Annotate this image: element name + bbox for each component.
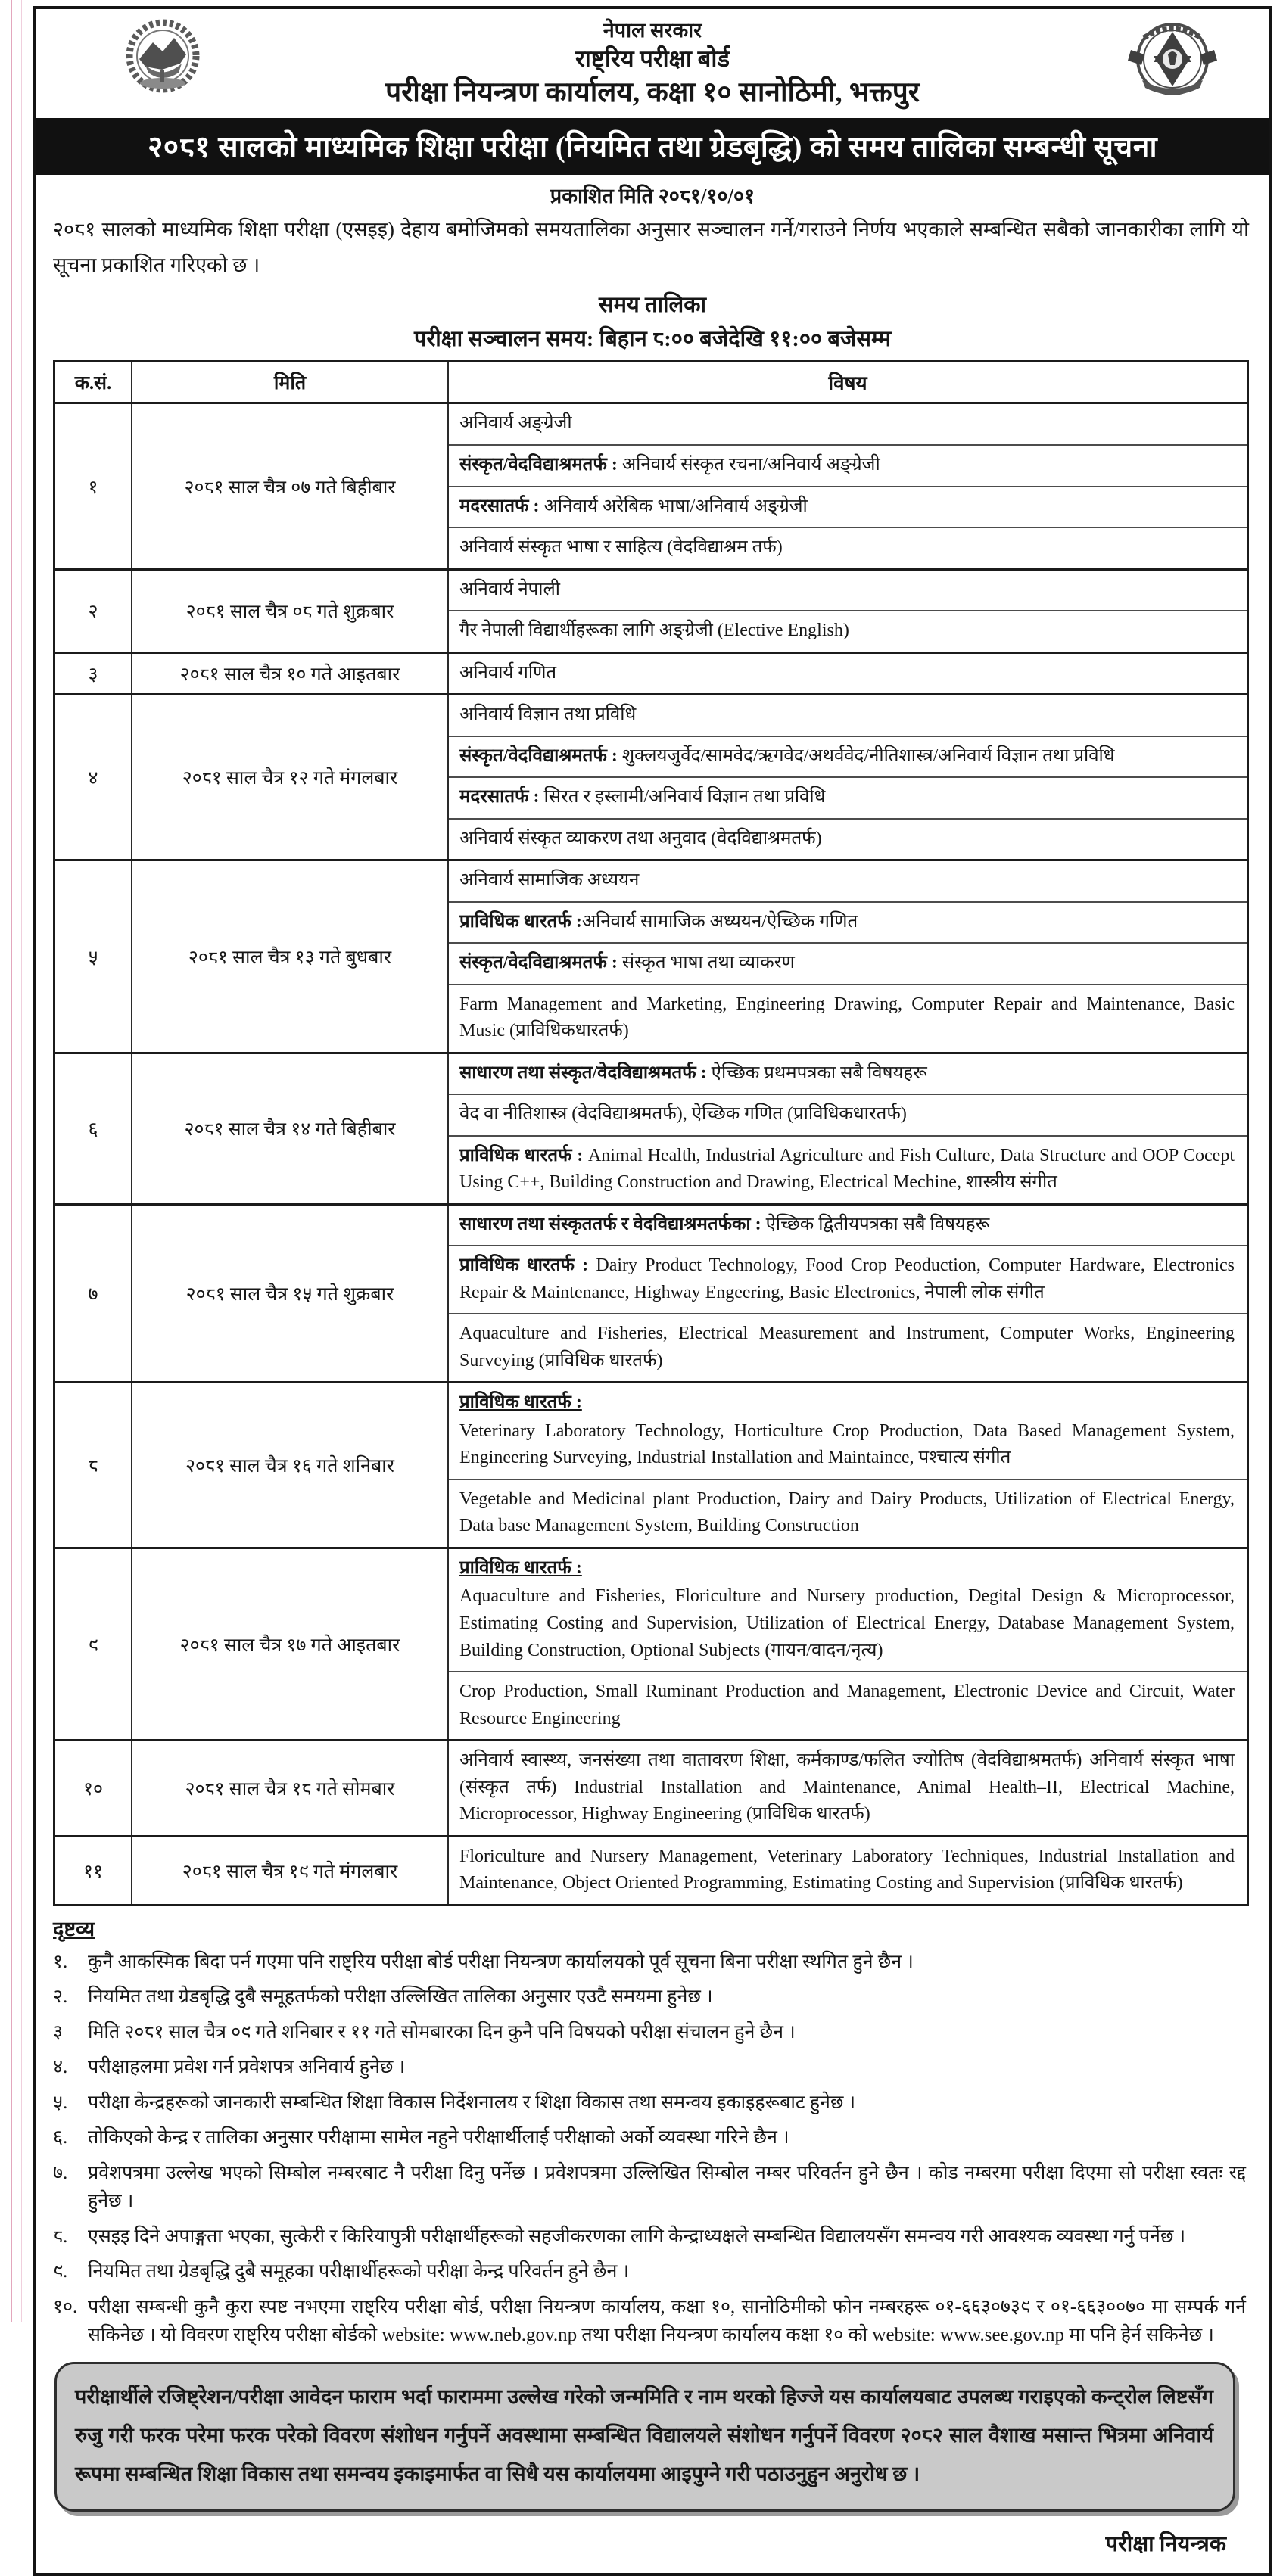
subject-text: अनिवार्य सामाजिक अध्ययन/ऐच्छिक गणित [581,911,858,932]
note-item [53,2257,1246,2286]
subject-subrow [449,404,1247,444]
note-number: १. [53,1951,68,1972]
subjects-cell [449,1549,1247,1739]
notes-section [53,1914,1246,2350]
date-cell: २०८१ साल चैत्र ०७ गते बिहीबार [132,404,449,568]
scan-artifact-line-2 [21,0,22,2322]
subject-text: Farm Management and Marketing, Engineering Drawing, Computer Repair and Maintenance, Basic Music (प्राविधिकधारतर्फ) [459,994,1235,1041]
table-row [55,693,1247,859]
scan-artifact-line [11,0,12,2322]
date-cell: २०८१ साल चैत्र १२ गते मंगलबार [132,695,449,859]
note-text: परीक्षा सम्बन्धी कुनै कुरा स्पष्ट नभएमा राष्ट्रिय परीक्षा बोर्ड, परीक्षा नियन्त्रण कार्यालय, कक्षा १०, सानोठिमीको फोन नम्बरहरू ०१-६६३०७३९ र ०१-६६३००७० मा सम्पर्क गर्न सकिनेछ । यो विवरण राष्ट्रिय परीक्षा बोर्डको website: www.neb.gov.np तथा परीक्षा नियन्त्रण कार्यालय कक्षा १० को website: www.see.gov.np मा पनि हेर्न सकिनेछ । [88,2296,1246,2346]
subject-text: Crop Production, Small Ruminant Production and Management, Electronic Device and Circuit, Water Resource Engineering [459,1682,1235,1728]
sn-cell: ८ [55,1383,132,1547]
subject-subrow [449,942,1247,984]
date-cell: २०८१ साल चैत्र ०८ गते शुक्रबार [132,571,449,652]
subject-subrow [449,818,1247,860]
stream-prefix: प्राविधिक धारतर्फ : [459,911,582,932]
subject-text: अनिवार्य विज्ञान तथा प्रविधि [459,705,637,725]
subject-subrow [449,736,1247,777]
subject-subrow [449,1135,1247,1203]
stream-heading: प्राविधिक धारतर्फ : [459,1392,582,1413]
office-title: परीक्षा नियन्त्रण कार्यालय, कक्षा १० सानोठिमी, भक्तपुर [385,77,920,109]
table-row [55,568,1247,652]
subject-subrow [449,695,1247,736]
subject-text: संस्कृत भाषा तथा व्याकरण [621,953,795,973]
table-row [55,1052,1247,1203]
government-title: नेपाल सरकार [603,19,702,42]
nepal-government-emblem-icon [106,17,220,110]
subjects-cell [449,1741,1247,1835]
stream-prefix: संस्कृत/वेदविद्याश्रमतर्फ : [459,455,622,474]
subject-text: अनिवार्य संस्कृत रचना/अनिवार्य अङ्ग्रेजी [621,455,880,474]
subject-subrow [449,901,1247,943]
subjects-cell [449,1837,1247,1904]
sn-cell: ४ [55,695,132,859]
subject-subrow [449,1094,1247,1135]
subjects-cell [449,654,1247,694]
subject-subrow [449,1206,1247,1246]
board-title: राष्ट्रिय परीक्षा बोर्ड [575,45,730,72]
sn-cell: १० [55,1741,132,1835]
table-row [55,1547,1247,1739]
notes-title: दृष्टव्य [53,1917,95,1940]
subject-subrow [449,486,1247,527]
stream-prefix: साधारण तथा संस्कृत/वेदविद्याश्रमतर्फ : [459,1062,712,1083]
subject-subrow [449,984,1247,1052]
subject-subrow [449,1245,1247,1313]
date-cell: २०८१ साल चैत्र १३ गते बुधबार [132,861,449,1052]
header-subject: विषय [828,372,867,395]
table-header-row [55,362,1247,402]
note-number: ८. [53,2226,68,2247]
note-number: ४. [53,2057,68,2078]
subject-text: अनिवार्य सामाजिक अध्ययन [459,870,640,891]
sn-cell: २ [55,571,132,652]
notes-list [53,1948,1246,2350]
stream-prefix: मदरसातर्फ : [459,787,544,807]
subject-text: Aquaculture and Fisheries, Electrical Measurement and Instrument, Computer Works, Engineering Surveying (प्राविधिक धारतर्फ) [459,1324,1235,1370]
note-text: परीक्षाहलमा प्रवेश गर्न प्रवेशपत्र अनिवार्य हुनेछ । [88,2057,406,2078]
subject-text: सिरत र इस्लामी/अनिवार्य विज्ञान तथा प्रविधि [543,787,826,807]
subject-text: Veterinary Laboratory Technology, Horticulture Crop Production, Data Based Management System, Engineering Surveying, Industrial Installation and Maintaince, पश्चात्य संगीत [459,1420,1235,1468]
masthead [36,9,1269,118]
stream-prefix: साधारण तथा संस्कृततर्फ र वेदविद्याश्रमतर्फका : [459,1214,766,1234]
note-item [53,1983,1246,2011]
subject-text: अनिवार्य स्वास्थ्य, जनसंख्या तथा वातावरण शिक्षा, कर्मकाण्ड/फलित ज्योतिष (वेदविद्याश्रमतर्फ) अनिवार्य संस्कृत भाषा (संस्कृत तर्फ) Industrial Installation and Maintenance, Animal Health–II, Electrical Machine, Microprocessor, Highway Engineering (प्राविधिक धारतर्फ) [459,1750,1235,1825]
subject-subrow [449,1671,1247,1739]
note-number: ५. [53,2092,68,2113]
notice-sheet [33,6,1272,2576]
subject-text: गैर नेपाली विद्यार्थीहरूका लागि अङ्ग्रेजी (Elective English) [459,621,849,641]
sn-cell: ११ [55,1837,132,1904]
subject-text: ऐच्छिक द्वितीयपत्रका सबै विषयहरू [765,1214,990,1234]
subject-text: ऐच्छिक प्रथमपत्रका सबै विषयहरू [711,1062,927,1083]
signature-exam-controller: परीक्षा नियन्त्रक [1105,2531,1226,2556]
date-cell: २०८१ साल चैत्र १८ गते सोमबार [132,1741,449,1835]
schedule-title: समय तालिका [598,293,706,318]
subject-subrow [449,1837,1247,1904]
stream-prefix: प्राविधिक धारतर्फ : [459,1255,596,1276]
subjects-cell [449,1206,1247,1382]
subject-text: अनिवार्य अङ्ग्रेजी [459,413,572,434]
subject-subrow [449,1549,1247,1671]
note-item [53,2159,1246,2216]
subjects-cell [449,861,1247,1052]
note-number: ७. [53,2162,68,2183]
subject-subrow [449,1383,1247,1479]
date-cell: २०८१ साल चैत्र १४ गते बिहीबार [132,1054,449,1203]
subject-text: Dairy Product Technology, Food Crop Peoduction, Computer Hardware, Electronics Repair & Maintenance, Highway Engeering, Basic Electronics, नेपाली लोक संगीत [459,1255,1235,1302]
sn-cell: ५ [55,861,132,1052]
table-row [55,1835,1247,1904]
table-row [55,859,1247,1052]
note-text: मिति २०८१ साल चैत्र ०९ गते शनिबार र ११ गते सोमबारका दिन कुनै पनि विषयको परीक्षा संचालन हुने छैन । [88,2021,796,2042]
note-number: ६. [53,2127,68,2148]
note-text: एसइइ दिने अपाङ्गता भएका, सुत्केरी र किरियापुत्री परीक्षार्थीहरूको सहजीकरणका लागि केन्द्राध्यक्षले सम्बन्धित विद्यालयसँग समन्वय गरी आवश्यक व्यवस्था गर्नु पर्नेछ । [88,2226,1186,2247]
subject-subrow [449,1741,1247,1835]
date-cell: २०८१ साल चैत्र १० गते आइतबार [132,654,449,694]
note-text: कुनै आकस्मिक बिदा पर्न गएमा पनि राष्ट्रिय परीक्षा बोर्ड परीक्षा नियन्त्रण कार्यालयको पूर्व सूचना बिना परीक्षा स्थगित हुने छैन । [88,1951,914,1972]
subject-text: वेद वा नीतिशास्त्र (वेदविद्याश्रमतर्फ), ऐच्छिक गणित (प्राविधिकधारतर्फ) [459,1104,907,1125]
note-item [53,2123,1246,2152]
header-sn: क.सं. [55,362,132,402]
stream-prefix: मदरसातर्फ : [459,496,544,516]
subjects-cell [449,695,1247,859]
subject-subrow [449,861,1247,901]
note-item [53,2089,1246,2117]
subject-text: अनिवार्य नेपाली [459,579,561,599]
note-text: परीक्षा केन्द्रहरूको जानकारी सम्बन्धित शिक्षा विकास निर्देशनालय र शिक्षा विकास तथा समन्वय इकाइहरूबाट हुनेछ । [88,2092,856,2113]
subject-subrow [449,654,1247,694]
date-cell: २०८१ साल चैत्र १६ गते शनिबार [132,1383,449,1547]
subject-text: Aquaculture and Fisheries, Floriculture and Nursery production, Degital Design & Microprocessor, Estimating Costing and Supervision, Utilization of Electrical Energy, Database Management System, Building Construction, Optional Subjects (गायन/वादन/नृत्य) [459,1586,1235,1660]
published-date: प्रकाशित मिति २०८१/१०/०१ [550,184,755,207]
table-row [55,1739,1247,1835]
stream-heading: प्राविधिक धारतर्फ : [459,1557,582,1578]
note-number: ९. [53,2261,68,2282]
table-row [55,402,1247,568]
note-text: नियमित तथा ग्रेडबृद्धि दुबै समूहतर्फको परीक्षा उल्लिखित तालिका अनुसार एउटै समयमा हुनेछ । [88,1986,713,2008]
date-cell: २०८१ साल चैत्र १७ गते आइतबार [132,1549,449,1739]
note-text: प्रवेशपत्रमा उल्लेख भएको सिम्बोल नम्बरबाट नै परीक्षा दिनु पर्नेछ । प्रवेशपत्रमा उल्लिखित सिम्बोल नम्बर परिवर्तन हुने छैन । कोड नम्बरमा परीक्षा दिएमा सो परीक्षा स्वतः रद्द हुनेछ । [88,2162,1246,2212]
subject-subrow [449,1479,1247,1547]
footer-notice-box [54,2362,1235,2512]
subject-subrow [449,1054,1247,1094]
subjects-cell [449,1054,1247,1203]
subject-text: Floriculture and Nursery Management, Veterinary Laboratory Techniques, Industrial Installation and Maintenance, Object Oriented Programming, Estimating Costing and Supervision (प्राविधिक धारतर्फ) [459,1846,1235,1893]
neb-seal-icon [1108,15,1237,108]
subject-text: Vegetable and Medicinal plant Production, Dairy and Dairy Products, Utilization of Electrical Energy, Data base Management System, Building Construction [459,1489,1235,1536]
table-row [55,652,1247,694]
header-date: मिति [132,362,449,402]
subject-subrow [449,527,1247,568]
note-number: ३ [53,2021,64,2042]
date-cell: २०८१ साल चैत्र १९ गते मंगलबार [132,1837,449,1904]
subject-subrow [449,776,1247,818]
subject-subrow [449,1313,1247,1381]
notice-banner-title: २०८१ सालको माध्यमिक शिक्षा परीक्षा (नियमित तथा ग्रेडबृद्धि) को समय तालिका सम्बन्धी सूचना [36,118,1269,175]
stream-prefix: प्राविधिक धारतर्फ : [459,1145,588,1165]
stream-prefix: संस्कृत/वेदविद्याश्रमतर्फ : [459,953,622,973]
note-text: नियमित तथा ग्रेडबृद्धि दुबै समूहका परीक्षार्थीहरूको परीक्षा केन्द्र परिवर्तन हुने छैन । [88,2261,630,2282]
sn-cell: ३ [55,654,132,694]
note-item [53,2223,1246,2251]
note-number: १०. [53,2296,78,2317]
note-number: २. [53,1986,68,2008]
subject-text: अनिवार्य अरेबिक भाषा/अनिवार्य अङ्ग्रेजी [543,496,808,516]
subjects-cell [449,404,1247,568]
sn-cell: ७ [55,1206,132,1382]
subject-text: Animal Health, Industrial Agriculture and Fish Culture, Data Structure and OOP Cocept Using C++, Building Construction and Drawing, Electrical Mechine, शास्त्रीय संगीत [459,1145,1235,1193]
subject-subrow [449,444,1247,486]
subject-text: शुक्लयजुर्वेद/सामवेद/ऋगवेद/अथर्ववेद/नीतिशास्त्र/अनिवार्य विज्ञान तथा प्रविधि [621,745,1115,766]
subject-text: अनिवार्य गणित [459,662,557,683]
sn-cell: ९ [55,1549,132,1739]
subjects-cell [449,571,1247,652]
table-row [55,1203,1247,1382]
sn-cell: ६ [55,1054,132,1203]
stream-prefix: संस्कृत/वेदविद्याश्रमतर्फ : [459,745,622,766]
note-item [53,2053,1246,2082]
note-item [53,2018,1246,2047]
note-item [53,1948,1246,1977]
subject-subrow [449,610,1247,652]
subject-subrow [449,571,1247,611]
note-text: तोकिएको केन्द्र र तालिका अनुसार परीक्षामा सामेल नहुने परीक्षार्थीलाई परीक्षाको अर्को व्यवस्था गरिने छैन । [88,2127,789,2148]
table-row [55,1381,1247,1547]
subject-text: अनिवार्य संस्कृत भाषा र साहित्य (वेदविद्याश्रम तर्फ) [459,537,783,558]
subject-text: अनिवार्य संस्कृत व्याकरण तथा अनुवाद (वेदविद्याश्रमतर्फ) [459,828,822,848]
sn-cell: १ [55,404,132,568]
subjects-cell [449,1383,1247,1547]
intro-paragraph: २०८१ सालको माध्यमिक शिक्षा परीक्षा (एसइइ) देहाय बमोजिमको समयतालिका अनुसार सञ्चालन गर्ने/गराउने निर्णय भएकाले सम्बन्धित सबैको जानकारीका लागि यो सूचना प्रकाशित गरिएको छ । [53,217,1249,277]
note-item [53,2293,1246,2350]
exam-time-line: परीक्षा सञ्चालन समय: बिहान ८:०० बजेदेखि ११:०० बजेसम्म [413,327,892,352]
footer-notice-text: परीक्षार्थीले रजिष्ट्रेशन/परीक्षा आवेदन फाराम भर्दा फाराममा उल्लेख गरेको जन्ममिति र नाम थरको हिज्जे यस कार्यालयबाट उपलब्ध गराइएको कन्ट्रोल लिष्टसँग रुजु गरी फरक परेमा फरक परेको विवरण संशोधन गर्नुपर्ने अवस्थामा सम्बन्धित विद्यालयले संशोधन गर्नुपर्ने विवरण २०८२ साल वैशाख मसान्त भित्रमा अनिवार्य रूपमा सम्बन्धित शिक्षा विकास तथा समन्वय इकाइमार्फत वा सिधै यस कार्यालयमा आइपुग्ने गरी पठाउनुहुन अनुरोध छ । [75,2385,1213,2486]
schedule-table [53,360,1249,1906]
date-cell: २०८१ साल चैत्र १५ गते शुक्रबार [132,1206,449,1382]
